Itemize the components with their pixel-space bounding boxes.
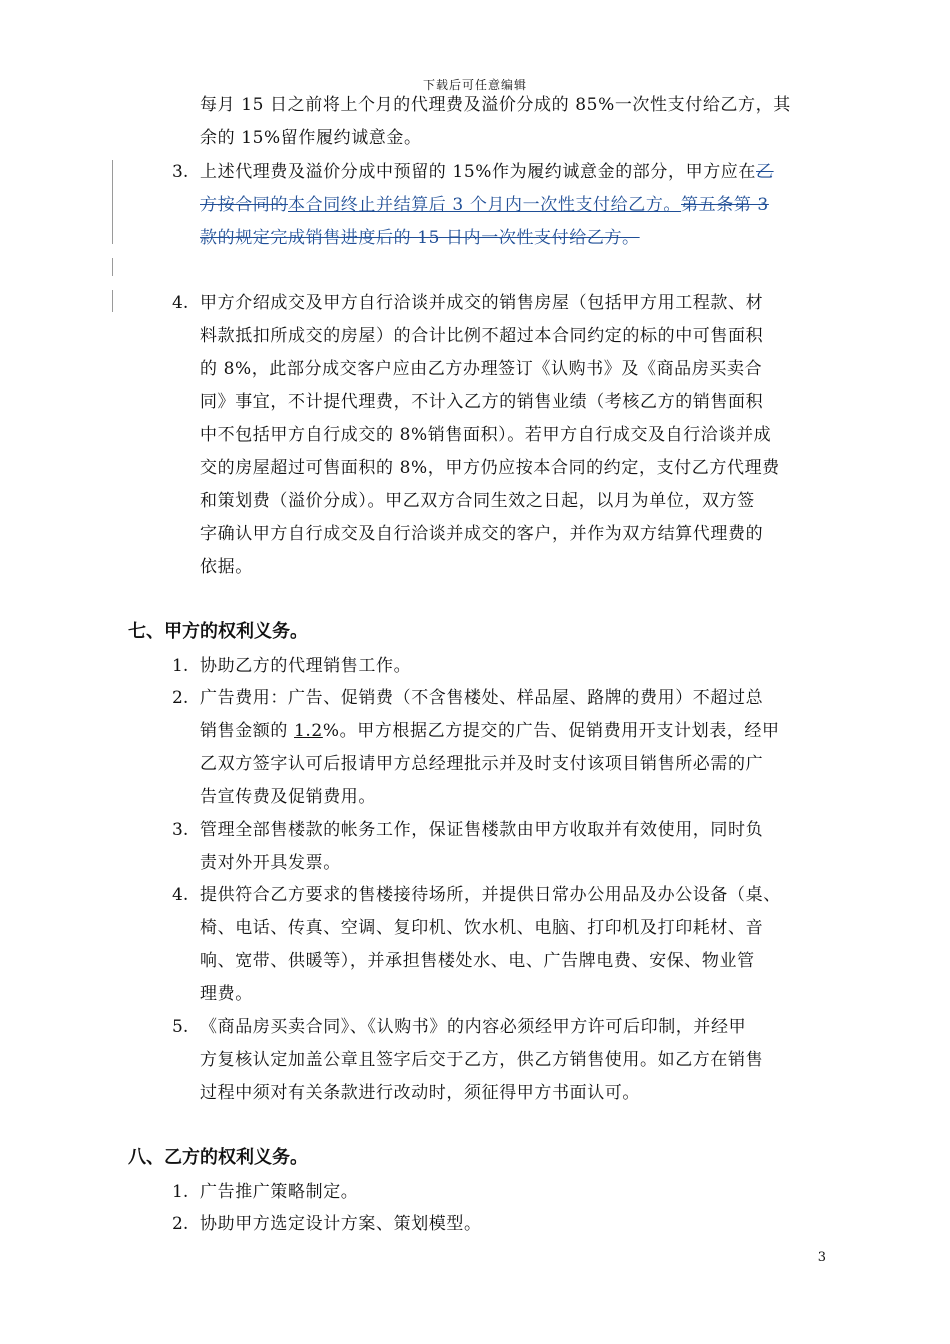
deleted-text: 第五条第 3	[681, 195, 769, 215]
paragraph-line	[200, 195, 769, 215]
paragraph-line: 每月 15 日之前将上个月的代理费及溢价分成的 85%一次性支付给乙方，其	[200, 95, 791, 115]
page-number: 3	[817, 1250, 826, 1265]
paragraph-line: 广告推广策略制定。	[200, 1182, 359, 1202]
paragraph-line: 责对外开具发票。	[200, 853, 341, 873]
paragraph-line: 协助甲方选定设计方案、策划模型。	[200, 1214, 482, 1234]
inserted-text: 本合同终止并结算后 3 个月内一次性支付给乙方。	[288, 195, 682, 215]
deleted-text: 方按合同的	[200, 195, 288, 215]
deleted-text: 款的规定完成销售进度后的 15 日内一次性支付给乙方。	[200, 228, 640, 248]
paragraph-line: 椅、电话、传真、空调、复印机、饮水机、电脑、打印机及打印耗材、音	[200, 918, 764, 938]
item-number: 1.	[172, 656, 189, 676]
paragraph-line: 协助乙方的代理销售工作。	[200, 656, 412, 676]
text-run: 上述代理费及溢价分成中预留的 15%作为履约诚意金的部分，甲方应在	[200, 162, 756, 182]
paragraph-line: 依据。	[200, 557, 253, 577]
revision-bar	[112, 258, 113, 276]
section-heading: 七、甲方的权利义务。	[128, 621, 308, 642]
item-number: 3.	[172, 162, 189, 182]
item-number: 1.	[172, 1182, 189, 1202]
paragraph-line	[200, 721, 780, 741]
revision-bar	[112, 160, 113, 244]
deleted-text: 乙	[756, 162, 774, 182]
paragraph-line	[200, 162, 774, 182]
paragraph-line: 同》事宜，不计提代理费，不计入乙方的销售业绩（考核乙方的销售面积	[200, 392, 764, 412]
paragraph-line: 过程中须对有关条款进行改动时，须征得甲方书面认可。	[200, 1083, 640, 1103]
paragraph-line: 乙双方签字认可后报请甲方总经理批示并及时支付该项目销售所必需的广	[200, 754, 764, 774]
text-run: %。甲方根据乙方提交的广告、促销费用开支计划表，经甲	[322, 721, 780, 741]
paragraph-line: 告宣传费及促销费用。	[200, 787, 376, 807]
paragraph-line: 理费。	[200, 984, 253, 1004]
item-number: 2.	[172, 688, 189, 708]
paragraph-line: 响、宽带、供暖等），并承担售楼处水、电、广告牌电费、安保、物业管	[200, 951, 755, 971]
paragraph-line: 管理全部售楼款的帐务工作，保证售楼款由甲方收取并有效使用，同时负	[200, 820, 764, 840]
item-number: 5.	[172, 1017, 189, 1037]
item-number: 2.	[172, 1214, 189, 1234]
revision-bar	[112, 290, 113, 312]
paragraph-line: 余的 15%留作履约诚意金。	[200, 128, 422, 148]
paragraph-line: 广告费用：广告、促销费（不含售楼处、样品屋、路牌的费用）不超过总	[200, 688, 764, 708]
paragraph-line: 提供符合乙方要求的售楼接待场所，并提供日常办公用品及办公设备（桌、	[200, 885, 781, 905]
underlined-value: 1.2	[294, 721, 323, 741]
item-number: 4.	[172, 293, 189, 313]
item-number: 3.	[172, 820, 189, 840]
item-number: 4.	[172, 885, 189, 905]
header-note: 下载后可任意编辑	[422, 78, 527, 92]
text-run: 销售金额的	[200, 721, 295, 741]
paragraph-line: 的 8%，此部分成交客户应由乙方办理签订《认购书》及《商品房买卖合	[200, 359, 763, 379]
paragraph-line: 料款抵扣所成交的房屋）的合计比例不超过本合同约定的标的中可售面积	[200, 326, 764, 346]
paragraph-line: 《商品房买卖合同》、《认购书》的内容必须经甲方许可后印制，并经甲	[200, 1017, 747, 1037]
paragraph-line: 中不包括甲方自行成交的 8%销售面积）。若甲方自行成交及自行洽谈并成	[200, 425, 772, 445]
paragraph-line: 甲方介绍成交及甲方自行洽谈并成交的销售房屋（包括甲方用工程款、材	[200, 293, 764, 313]
paragraph-line: 方复核认定加盖公章且签字后交于乙方，供乙方销售使用。如乙方在销售	[200, 1050, 764, 1070]
paragraph-line: 和策划费（溢价分成）。甲乙双方合同生效之日起，以月为单位，双方签	[200, 491, 755, 511]
paragraph-line: 字确认甲方自行成交及自行洽谈并成交的客户，并作为双方结算代理费的	[200, 524, 764, 544]
section-heading: 八、乙方的权利义务。	[128, 1147, 308, 1168]
paragraph-line	[200, 228, 640, 248]
paragraph-line: 交的房屋超过可售面积的 8%，甲方仍应按本合同的约定，支付乙方代理费	[200, 458, 780, 478]
